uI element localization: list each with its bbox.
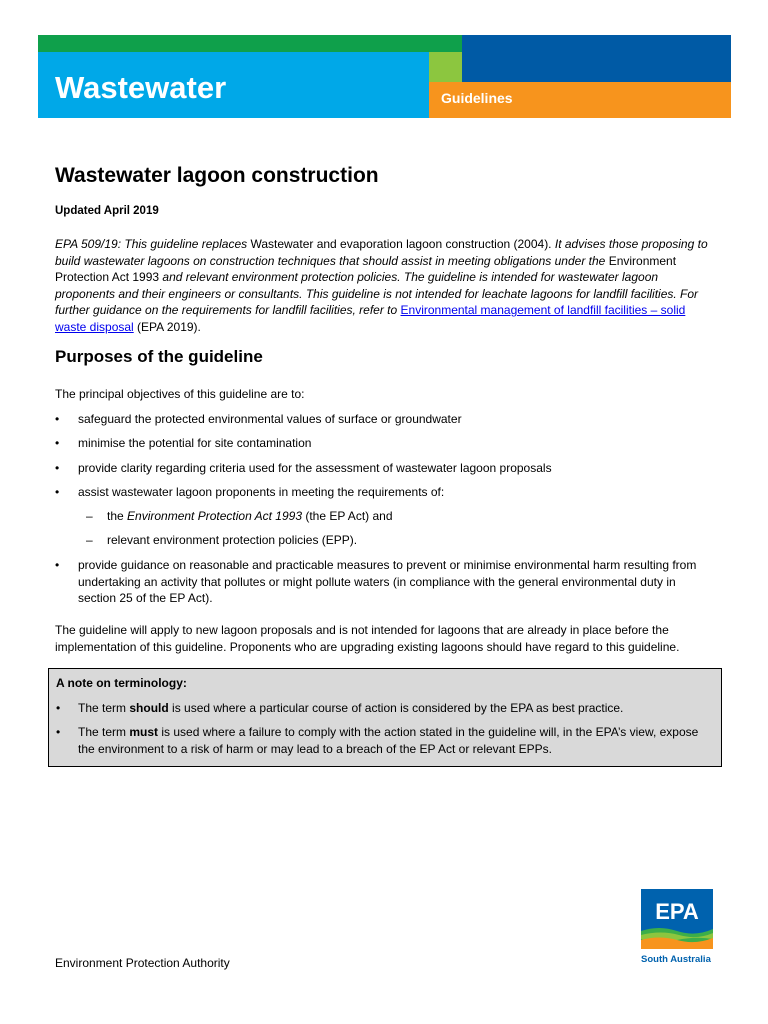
- list-item-text: minimise the potential for site contamination: [78, 436, 312, 450]
- dash-icon: –: [86, 533, 93, 547]
- list-item-text: assist wastewater lagoon proponents in meeting the requirements of:: [78, 485, 445, 499]
- purposes-heading: Purposes of the guideline: [55, 347, 263, 366]
- objectives-intro: The principal objectives of this guideline are to:: [55, 387, 305, 401]
- landfill-guideline-link[interactable]: Environmental management of landfill facilities – solid waste disposal: [55, 303, 686, 334]
- bullet-icon: •: [55, 412, 60, 426]
- note-term-should: should: [129, 701, 169, 715]
- intro-italic-5: and relevant environment protection policies. The guideline is intended for wastewater lagoon proponents and their engineers or consultants. This guideline is not intended for leachate lagoons for landfill facilities. For further guidance on the requirements for landfill facilities, refer to: [55, 270, 699, 317]
- sub-text-post: (the EP Act) and: [302, 509, 393, 523]
- epa-logo-subtitle: South Australia: [641, 954, 711, 965]
- dash-icon: –: [86, 509, 93, 523]
- list-item-text: provide clarity regarding criteria used for the assessment of wastewater lagoon proposals: [78, 461, 552, 475]
- sub-list-item-text: relevant environment protection policies (EPP).: [107, 533, 358, 547]
- intro-text-6: (EPA 2019).: [133, 319, 201, 334]
- footer-organisation: Environment Protection Authority: [55, 956, 230, 970]
- note-item-text: [78, 724, 714, 757]
- header-guidelines-tag: Guidelines: [441, 90, 513, 106]
- intro-paragraph: [55, 236, 715, 335]
- bullet-icon: •: [55, 436, 60, 450]
- note-term-must: must: [129, 725, 159, 739]
- list-item-text: safeguard the protected environmental values of surface or groundwater: [78, 412, 462, 426]
- note-text-pre: The term: [78, 725, 130, 739]
- bullet-icon: •: [56, 725, 61, 739]
- intro-text-2: Wastewater and evaporation lagoon construction (2004).: [250, 237, 555, 251]
- bullet-icon: •: [55, 558, 60, 572]
- epa-logo-text: EPA: [655, 899, 699, 924]
- wave-icon: [641, 889, 713, 949]
- note-title: A note on terminology:: [56, 676, 187, 690]
- list-item-text: provide guidance on reasonable and practicable measures to prevent or minimise environmental harm resulting from undertaking an activity that pollutes or might pollute waters (in compliance with the general environmental duty in section 25 of the EP Act).: [78, 558, 697, 605]
- bullet-icon: •: [55, 485, 60, 499]
- terminology-note-box: [48, 668, 722, 767]
- applicability-paragraph: The guideline will apply to new lagoon proposals and is not intended for lagoons that are already in place before the implementation of this guideline. Proponents who are upgrading existing lagoons should have regard to this guideline.: [55, 623, 680, 654]
- epa-logo: [641, 889, 713, 967]
- sub-text-pre: the: [107, 509, 128, 523]
- note-item-text: [78, 700, 714, 717]
- sub-text-act: Environment Protection Act 1993: [127, 509, 302, 523]
- updated-date: Updated April 2019: [55, 205, 159, 217]
- intro-italic-1: EPA 509/19: This guideline replaces: [55, 237, 251, 251]
- header-lime-square: [429, 52, 462, 82]
- intro-text-4: Environment Protection Act 1993: [55, 253, 677, 284]
- document-title: Wastewater lagoon construction: [55, 164, 379, 187]
- header-title: Wastewater: [55, 70, 227, 105]
- bullet-icon: •: [56, 701, 61, 715]
- header-green-band: [38, 35, 462, 52]
- intro-italic-3: It advises those proposing to build wastewater lagoons on construction techniques that should assist in meeting obligations under the: [55, 237, 708, 268]
- bullet-icon: •: [55, 461, 60, 475]
- sub-list-item-text: [107, 508, 707, 525]
- header-navy-block: [462, 35, 731, 82]
- note-text-post: is used where a particular course of action is considered by the EPA as best practice.: [168, 701, 624, 715]
- note-text-pre: The term: [78, 701, 130, 715]
- note-text-post: is used where a failure to comply with the action stated in the guideline will, in the EPA’s view, expose the environment to a risk of harm or may lead to a breach of the EP Act or relevant EPPs.: [78, 725, 699, 756]
- epa-logo-box: [641, 889, 713, 949]
